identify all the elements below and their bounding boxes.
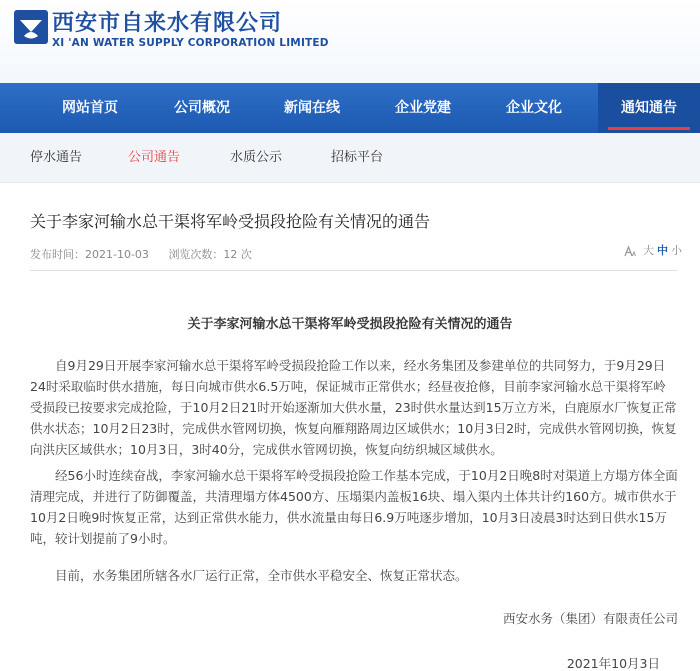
site-header	[0, 0, 700, 83]
font-size-controls	[624, 242, 682, 258]
view-count: 浏览次数：12 次	[168, 248, 252, 261]
article-meta	[30, 246, 268, 262]
nav-item-notices[interactable]: 通知通告	[598, 83, 700, 133]
divider	[30, 270, 678, 271]
article-signature: 西安水务（集团）有限责任公司	[502, 611, 678, 626]
article-paragraph-1: 自9月29日开展李家河输水总干渠将军岭受损段抢险工作以来，经水务集团及参建单位的共同努力，于9月29日24时采取临时供水措施，每日向城市供水6.5万吨，保证城市正常供水；经昼夜抢修，目前李家河输水总干渠将军岭受损段已按要求完成抢险，于10月2日21时开始逐渐加大供水量，23时供水量达到15万立方米，白鹿原水厂恢复正常供水状态；10月2日23时，完成供水管网切换，恢复向雁翔路周边区域供水；10月3日2时，完成供水管网切换，恢复向洪庆区域供水；10月3日，3时40分，完成供水管网切换，恢复向纺织城区域供水。	[30, 358, 677, 457]
article-paragraph-3: 目前，水务集团所辖各水厂运行正常，全市供水平稳安全、恢复正常状态。	[55, 568, 468, 583]
font-size-icon	[624, 245, 636, 257]
company-name-en: XI 'AN WATER SUPPLY CORPORATION LIMITED	[52, 37, 329, 49]
subnav-item-bidding[interactable]: 招标平台	[331, 150, 384, 165]
nav-item-party-building[interactable]: 企业党建	[395, 100, 451, 116]
nav-item-company-overview[interactable]: 公司概况	[174, 100, 230, 116]
page-title: 关于李家河输水总干渠将军岭受损段抢险有关情况的通告	[30, 212, 431, 231]
main-nav	[0, 83, 700, 133]
subnav-item-water-outage[interactable]: 停水通告	[30, 150, 83, 165]
company-name-cn: 西安市自来水有限公司	[52, 11, 283, 36]
font-large-button[interactable]: 大	[643, 244, 654, 257]
sub-nav	[0, 133, 700, 183]
subnav-item-water-quality[interactable]: 水质公示	[230, 150, 283, 165]
publish-time: 发布时间：2021-10-03	[30, 248, 149, 261]
nav-item-corporate-culture[interactable]: 企业文化	[506, 100, 562, 116]
subnav-item-company-notice[interactable]: 公司通告	[128, 150, 181, 165]
nav-item-news[interactable]: 新闻在线	[284, 100, 340, 116]
font-small-button[interactable]: 小	[671, 244, 682, 257]
company-logo-icon[interactable]	[14, 10, 48, 44]
font-medium-button[interactable]: 中	[657, 244, 668, 257]
article-date: 2021年10月3日	[566, 656, 660, 671]
nav-item-home[interactable]: 网站首页	[62, 100, 118, 116]
article-heading: 关于李家河输水总干渠将军岭受损段抢险有关情况的通告	[187, 317, 513, 332]
article-paragraph-2: 经56小时连续奋战，李家河输水总干渠将军岭受损段抢险工作基本完成，于10月2日晚8时对渠道上方塌方体全面清理完成，并进行了防御覆盖，共清理塌方体4500方、压塌渠内盖板16块、塌入渠内土体共计约160方。城市供水于10月2日晚9时恢复正常，达到正常供水能力，供水流量由每日6.9万吨逐步增加，10月3日凌晨3时达到日供水15万吨，较计划提前了9小时。	[30, 468, 678, 546]
